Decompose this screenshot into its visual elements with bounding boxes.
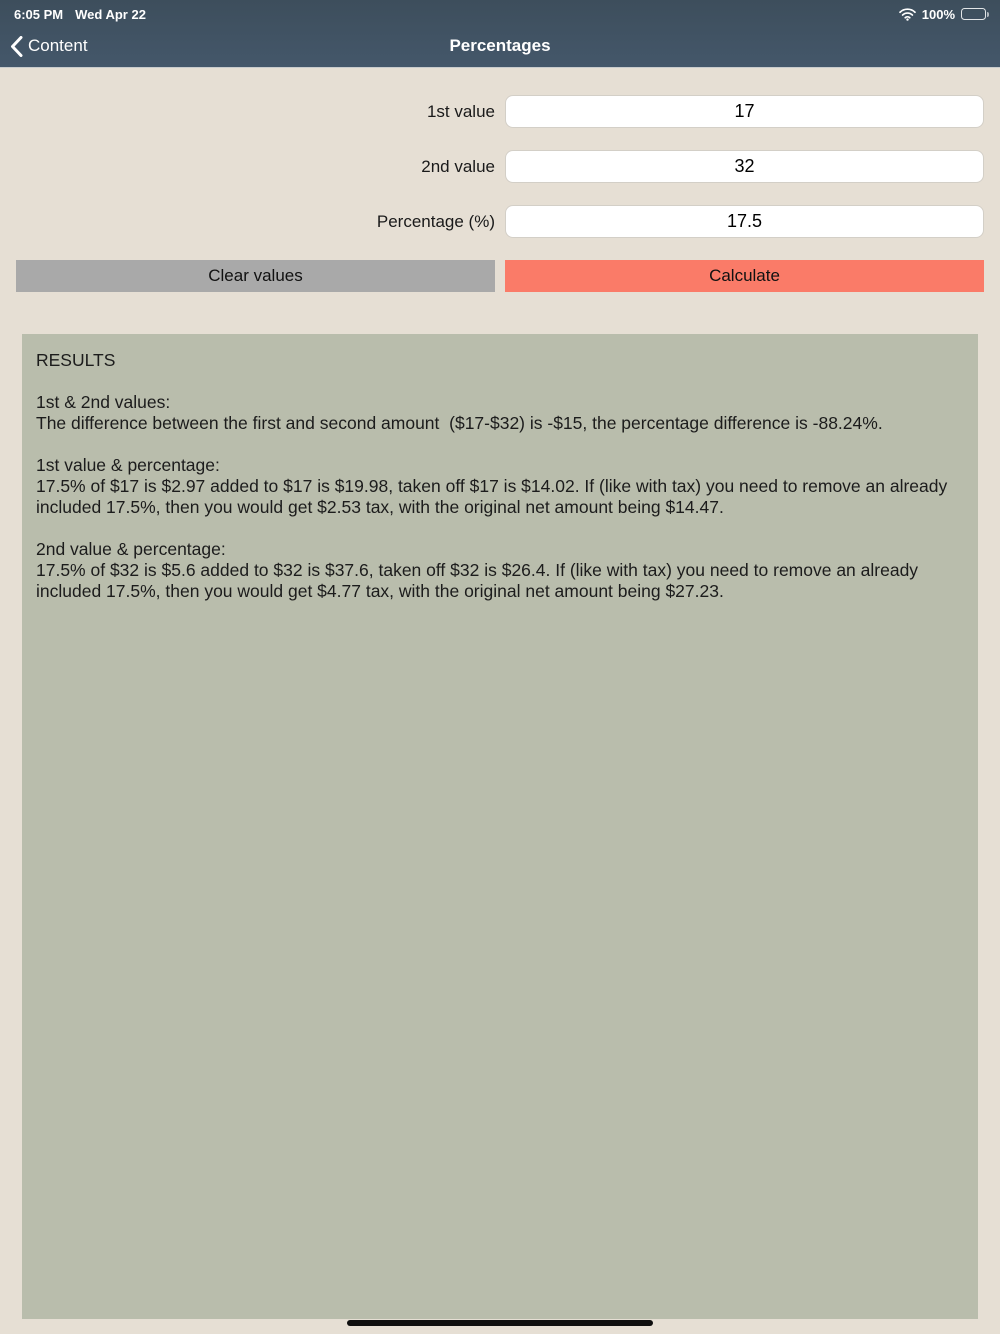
- back-label: Content: [28, 36, 88, 55]
- status-date: Wed Apr 22: [75, 6, 146, 22]
- home-indicator[interactable]: [347, 1320, 653, 1326]
- results-section-body: 17.5% of $17 is $2.97 added to $17 is $19.98, taken off $17 is $14.02. If (like with tax) you need to remove an already included 17.5%, then you would get $2.53 tax, with the original net amount being $14.47.: [36, 476, 953, 517]
- back-button[interactable]: [0, 36, 98, 57]
- form-row-first-value: [0, 95, 984, 128]
- results-panel: [22, 334, 978, 1319]
- clear-values-button[interactable]: Clear values: [16, 260, 495, 292]
- results-section-body: 17.5% of $32 is $5.6 added to $32 is $37.6, taken off $32 is $26.4. If (like with tax) you need to remove an already included 17.5%, then you would get $4.77 tax, with the original net amount being $27.23.: [36, 560, 923, 601]
- status-bar: [0, 0, 1000, 24]
- nav-bar: [0, 24, 1000, 68]
- page-title: Percentages: [449, 36, 551, 55]
- results-section-title: 2nd value & percentage:: [36, 539, 226, 559]
- results-section-body: The difference between the first and second amount ($17-$32) is -$15, the percentage difference is -88.24%.: [36, 413, 883, 433]
- results-section-second-percentage: [36, 539, 964, 602]
- status-time: 6:05 PM: [14, 6, 64, 22]
- results-section-values: [36, 392, 964, 434]
- battery-percent: 100%: [921, 6, 955, 22]
- form-row-second-value: [0, 150, 984, 183]
- results-section-title: 1st & 2nd values:: [36, 392, 171, 412]
- chevron-left-icon: [10, 36, 23, 57]
- percentage-input[interactable]: [505, 205, 984, 238]
- header: [0, 0, 1000, 68]
- percentage-label: Percentage (%): [376, 211, 495, 231]
- first-value-label: 1st value: [426, 101, 495, 121]
- calculate-button[interactable]: Calculate: [505, 260, 984, 292]
- results-heading: RESULTS: [36, 350, 116, 370]
- wifi-icon: [899, 8, 916, 21]
- results-section-title: 1st value & percentage:: [36, 455, 220, 475]
- button-row: [16, 260, 984, 292]
- second-value-label: 2nd value: [421, 156, 495, 176]
- form-area: [0, 68, 1000, 292]
- second-value-input[interactable]: [505, 150, 984, 183]
- battery-icon: [961, 8, 986, 20]
- results-section-first-percentage: [36, 455, 964, 518]
- first-value-input[interactable]: [505, 95, 984, 128]
- form-row-percentage: [0, 205, 984, 238]
